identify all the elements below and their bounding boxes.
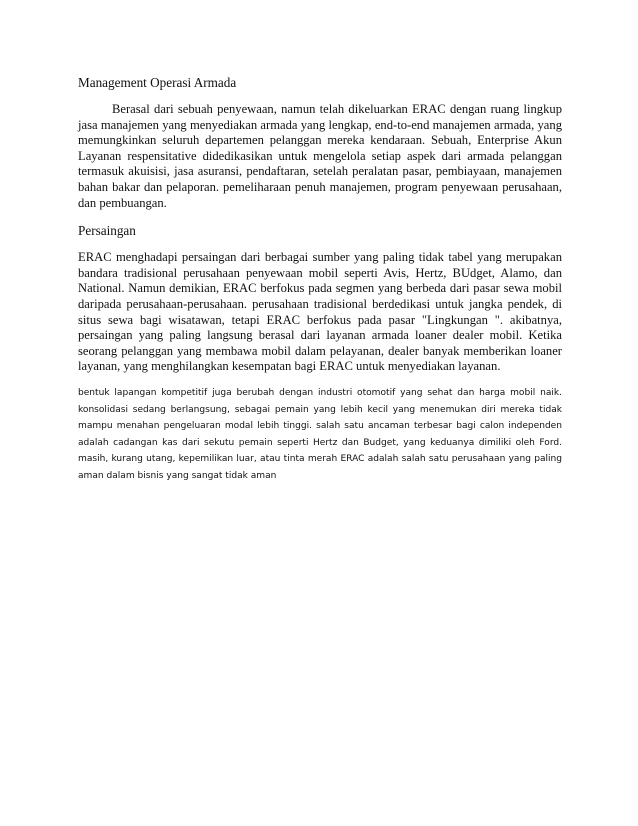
document-title: Management Operasi Armada <box>78 75 237 90</box>
section-title-persaingan: Persaingan <box>78 223 136 239</box>
competition-paragraph: ERAC menghadapi persaingan dari berbagai sumber yang paling tidak tabel yang merupakan bandara tradisional perusahaan penyewaan mobil seperti Avis, Hertz, BUdget, Alamo, dan National. Namun demikian, ERAC berfokus pada segmen yang berbeda dari pasar sewa mobil daripada perusahaan-perusahaan. perusahaan tradisional berdedikasi untuk jangka pendek, di situs sewa bagi wisatawan, tetapi ERAC berfokus pada pasar "Lingkungan ". akibatnya, persaingan yang paling langsung berasal dari layanan armada loaner dealer mobil. Ketika seorang pelanggan yang membawa mobil dalam pelayanan, dealer banyak memberikan loaner layanan, yang menghilangkan kesempatan bagi ERAC untuk menyediakan layanan. <box>78 250 562 374</box>
closing-paragraph: bentuk lapangan kompetitif juga berubah dengan industri otomotif yang sehat dan harga mobil naik. konsolidasi sedang berlangsung, sebagai pemain yang lebih kecil yang menemukan diri mereka tidak mampu menahan pengeluaran modal lebih tinggi. salah satu ancaman terbesar bagi calon independen adalah cadangan kas dari sekutu pemain seperti Hertz dan Budget, yang keduanya dimiliki oleh Ford. masih, kurang utang, kepemilikan luar, atau tinta merah ERAC adalah salah satu perusahaan yang paling aman dalam bisnis yang sangat tidak aman <box>78 387 562 481</box>
intro-paragraph: Berasal dari sebuah penyewaan, namun telah dikeluarkan ERAC dengan ruang lingkup jasa manajemen yang menyediakan armada yang lengkap, end-to-end manajemen armada, yang memungkinkan seluruh departemen pelanggan mereka kendaraan. Sebuah, Enterprise Akun Layanan respensitative didedikasikan untuk mengelola setiap aspek dari armada pelanggan termasuk akuisisi, jasa asuransi, pendaftaran, setelah peralatan pasar, pembiayaan, manajemen bahan bakar dan pelaporan. pemeliharaan penuh manajemen, program penyewaan perusahaan, dan pembuangan. <box>78 102 562 210</box>
document-page <box>78 74 562 484</box>
